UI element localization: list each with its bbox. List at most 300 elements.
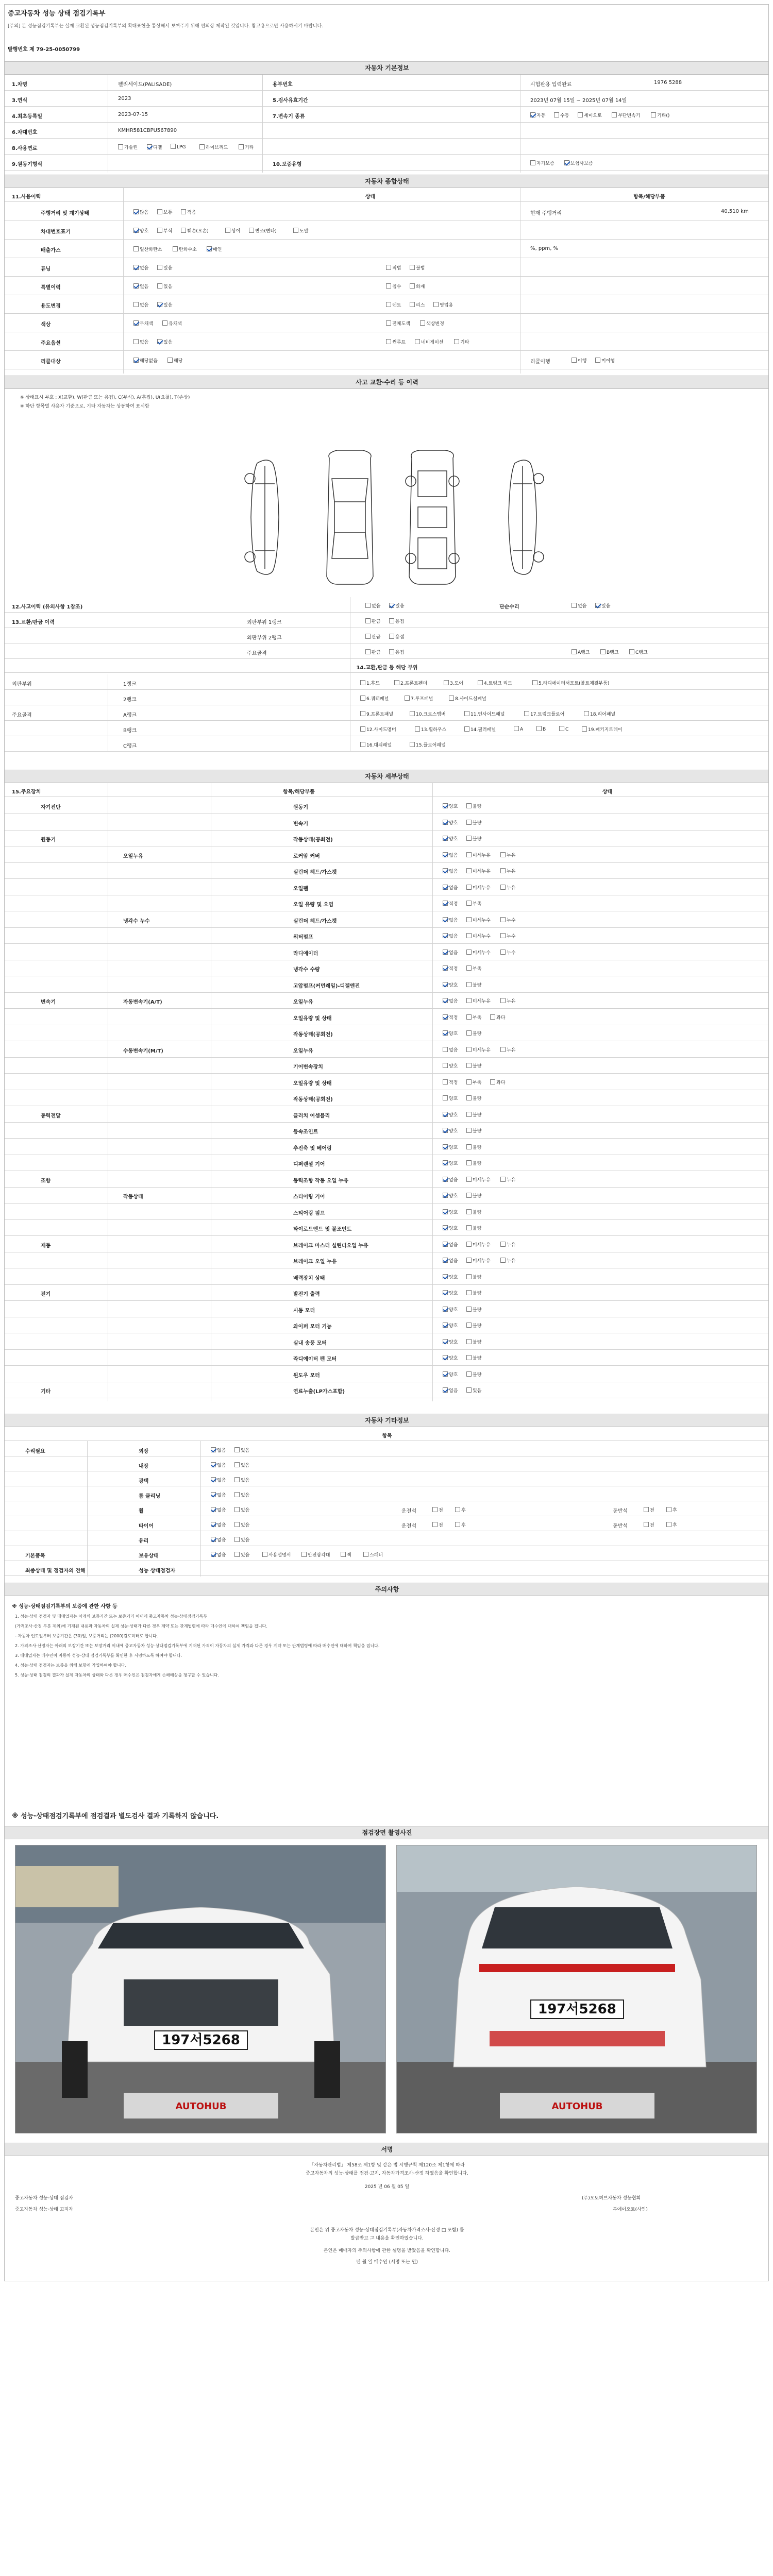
checkbox[interactable] xyxy=(466,1242,472,1247)
checkbox-option[interactable] xyxy=(234,1462,249,1468)
checkbox-option[interactable] xyxy=(410,283,425,290)
checkbox-option[interactable] xyxy=(443,1225,458,1231)
checkbox[interactable] xyxy=(466,917,472,922)
checkbox[interactable] xyxy=(490,1079,495,1084)
checkbox-option[interactable] xyxy=(365,649,380,655)
checkbox-option[interactable] xyxy=(443,1095,458,1101)
checkbox-option[interactable] xyxy=(443,819,458,826)
checkbox-option[interactable] xyxy=(500,933,515,939)
checkbox[interactable] xyxy=(443,1339,448,1344)
checkbox-option[interactable] xyxy=(211,1551,226,1558)
checkbox[interactable] xyxy=(239,144,244,149)
checkbox-option[interactable] xyxy=(455,1521,466,1528)
checkbox[interactable] xyxy=(133,358,139,363)
checkbox-option[interactable] xyxy=(443,997,458,1004)
checkbox[interactable] xyxy=(211,1492,216,1497)
checkbox[interactable] xyxy=(644,1507,649,1512)
checkbox-option[interactable] xyxy=(644,1521,654,1528)
checkbox[interactable] xyxy=(133,265,139,270)
checkbox-option[interactable] xyxy=(500,1176,515,1183)
checkbox[interactable] xyxy=(133,209,139,214)
checkbox[interactable] xyxy=(432,1522,438,1527)
checkbox[interactable] xyxy=(572,603,577,608)
checkbox[interactable] xyxy=(443,820,448,825)
checkbox[interactable] xyxy=(578,112,583,117)
checkbox-option[interactable] xyxy=(466,1290,481,1296)
checkbox[interactable] xyxy=(181,209,186,214)
checkbox[interactable] xyxy=(466,1063,472,1068)
checkbox[interactable] xyxy=(410,742,415,747)
checkbox[interactable] xyxy=(464,711,469,716)
checkbox-option[interactable] xyxy=(466,1338,481,1345)
checkbox-option[interactable] xyxy=(360,695,389,702)
checkbox[interactable] xyxy=(582,726,587,732)
checkbox-option[interactable] xyxy=(211,1447,226,1453)
checkbox-option[interactable] xyxy=(455,1506,466,1513)
checkbox-option[interactable] xyxy=(514,726,523,732)
checkbox[interactable] xyxy=(443,1225,448,1230)
checkbox-option[interactable] xyxy=(554,112,569,118)
checkbox-option[interactable] xyxy=(572,649,590,655)
checkbox-option[interactable] xyxy=(157,338,172,345)
checkbox-option[interactable] xyxy=(443,1062,458,1069)
checkbox-option[interactable] xyxy=(478,680,512,686)
checkbox-option[interactable] xyxy=(363,1551,383,1558)
checkbox-option[interactable] xyxy=(157,283,172,290)
checkbox-option[interactable] xyxy=(443,868,458,874)
checkbox-option[interactable] xyxy=(536,726,546,732)
checkbox[interactable] xyxy=(443,1095,448,1100)
checkbox[interactable] xyxy=(301,1552,307,1557)
checkbox-option[interactable] xyxy=(500,997,515,1004)
checkbox-option[interactable] xyxy=(389,602,404,609)
checkbox-option[interactable] xyxy=(389,649,404,655)
checkbox[interactable] xyxy=(234,1492,240,1497)
checkbox[interactable] xyxy=(443,1209,448,1214)
checkbox-option[interactable] xyxy=(500,1257,515,1264)
checkbox[interactable] xyxy=(405,696,410,701)
checkbox-option[interactable] xyxy=(466,1079,481,1086)
checkbox-option[interactable] xyxy=(443,917,458,923)
checkbox-option[interactable] xyxy=(386,283,401,290)
checkbox[interactable] xyxy=(466,1079,472,1084)
checkbox-option[interactable] xyxy=(443,1290,458,1296)
checkbox-option[interactable] xyxy=(466,1274,481,1280)
checkbox-option[interactable] xyxy=(443,1176,458,1183)
checkbox-option[interactable] xyxy=(443,1209,458,1215)
checkbox[interactable] xyxy=(181,228,186,233)
checkbox[interactable] xyxy=(386,320,391,326)
checkbox[interactable] xyxy=(478,680,483,685)
checkbox-option[interactable] xyxy=(532,680,609,686)
checkbox-option[interactable] xyxy=(133,283,148,290)
checkbox-option[interactable] xyxy=(572,357,586,364)
checkbox[interactable] xyxy=(466,885,472,890)
checkbox[interactable] xyxy=(147,144,152,149)
checkbox[interactable] xyxy=(133,302,139,307)
checkbox-option[interactable] xyxy=(466,1322,481,1329)
checkbox[interactable] xyxy=(211,1552,216,1557)
checkbox[interactable] xyxy=(443,1030,448,1036)
checkbox-option[interactable] xyxy=(443,1241,458,1248)
checkbox[interactable] xyxy=(500,1047,506,1052)
checkbox[interactable] xyxy=(466,1030,472,1036)
checkbox-option[interactable] xyxy=(249,227,277,234)
checkbox-option[interactable] xyxy=(433,301,453,308)
checkbox-option[interactable] xyxy=(500,884,515,891)
checkbox[interactable] xyxy=(466,1323,472,1328)
checkbox[interactable] xyxy=(466,1193,472,1198)
checkbox[interactable] xyxy=(500,933,506,938)
checkbox-option[interactable] xyxy=(443,981,458,988)
checkbox[interactable] xyxy=(449,696,454,701)
checkbox-option[interactable] xyxy=(157,264,172,271)
checkbox-option[interactable] xyxy=(443,1192,458,1199)
checkbox[interactable] xyxy=(365,634,371,639)
checkbox[interactable] xyxy=(360,726,365,732)
checkbox-option[interactable] xyxy=(443,1111,458,1118)
checkbox-option[interactable] xyxy=(466,997,491,1004)
checkbox-option[interactable] xyxy=(466,835,481,842)
checkbox[interactable] xyxy=(341,1552,346,1557)
checkbox[interactable] xyxy=(644,1522,649,1527)
checkbox[interactable] xyxy=(234,1447,240,1452)
checkbox-option[interactable] xyxy=(360,726,396,733)
checkbox-option[interactable] xyxy=(629,649,648,655)
checkbox[interactable] xyxy=(173,246,178,251)
checkbox[interactable] xyxy=(500,950,506,955)
checkbox[interactable] xyxy=(211,1477,216,1482)
checkbox-option[interactable] xyxy=(500,868,515,874)
checkbox[interactable] xyxy=(443,885,448,890)
checkbox[interactable] xyxy=(157,209,162,214)
checkbox-option[interactable] xyxy=(207,246,222,252)
checkbox-option[interactable] xyxy=(466,1111,481,1118)
checkbox[interactable] xyxy=(466,852,472,857)
checkbox-option[interactable] xyxy=(443,900,458,907)
checkbox[interactable] xyxy=(171,144,176,149)
checkbox[interactable] xyxy=(532,680,537,685)
checkbox[interactable] xyxy=(443,1323,448,1328)
checkbox[interactable] xyxy=(211,1447,216,1452)
checkbox-option[interactable] xyxy=(466,1209,481,1215)
checkbox-option[interactable] xyxy=(466,1160,481,1166)
checkbox-option[interactable] xyxy=(466,949,491,956)
checkbox[interactable] xyxy=(500,917,506,922)
checkbox-option[interactable] xyxy=(211,1462,226,1468)
checkbox[interactable] xyxy=(443,1160,448,1165)
checkbox[interactable] xyxy=(157,302,162,307)
checkbox-option[interactable] xyxy=(524,710,564,717)
checkbox-option[interactable] xyxy=(443,852,458,858)
checkbox-option[interactable] xyxy=(500,917,515,923)
checkbox[interactable] xyxy=(360,742,365,747)
checkbox-option[interactable] xyxy=(118,144,138,150)
checkbox[interactable] xyxy=(386,265,391,270)
checkbox-option[interactable] xyxy=(559,726,568,732)
checkbox-option[interactable] xyxy=(133,320,153,327)
checkbox-option[interactable] xyxy=(211,1521,226,1528)
checkbox-option[interactable] xyxy=(386,320,410,327)
checkbox[interactable] xyxy=(443,1144,448,1149)
checkbox[interactable] xyxy=(466,836,472,841)
checkbox-option[interactable] xyxy=(211,1477,226,1483)
checkbox-option[interactable] xyxy=(500,1046,515,1053)
checkbox-option[interactable] xyxy=(360,710,393,717)
checkbox-option[interactable] xyxy=(443,933,458,939)
checkbox-option[interactable] xyxy=(133,264,148,271)
checkbox-option[interactable] xyxy=(500,949,515,956)
checkbox[interactable] xyxy=(466,901,472,906)
checkbox-option[interactable] xyxy=(443,1144,458,1150)
checkbox-option[interactable] xyxy=(466,1014,481,1021)
checkbox-option[interactable] xyxy=(234,1536,249,1543)
checkbox-option[interactable] xyxy=(394,680,427,686)
checkbox-option[interactable] xyxy=(341,1551,351,1558)
checkbox[interactable] xyxy=(500,998,506,1003)
checkbox[interactable] xyxy=(365,649,371,654)
checkbox-option[interactable] xyxy=(360,680,380,686)
checkbox[interactable] xyxy=(466,1371,472,1377)
checkbox-option[interactable] xyxy=(389,633,404,640)
checkbox-option[interactable] xyxy=(199,144,228,150)
checkbox[interactable] xyxy=(443,1371,448,1377)
checkbox-option[interactable] xyxy=(133,246,162,252)
checkbox-option[interactable] xyxy=(365,618,380,624)
checkbox[interactable] xyxy=(466,1225,472,1230)
checkbox[interactable] xyxy=(500,1242,506,1247)
checkbox[interactable] xyxy=(444,680,449,685)
checkbox-option[interactable] xyxy=(466,917,491,923)
checkbox[interactable] xyxy=(595,358,600,363)
checkbox[interactable] xyxy=(133,228,139,233)
checkbox-option[interactable] xyxy=(443,1274,458,1280)
checkbox[interactable] xyxy=(500,1177,506,1182)
checkbox-option[interactable] xyxy=(432,1521,443,1528)
checkbox-option[interactable] xyxy=(666,1521,677,1528)
checkbox[interactable] xyxy=(490,1014,495,1020)
checkbox-option[interactable] xyxy=(443,1046,458,1053)
checkbox[interactable] xyxy=(443,933,448,938)
checkbox[interactable] xyxy=(514,726,519,731)
checkbox-option[interactable] xyxy=(582,726,622,733)
checkbox[interactable] xyxy=(207,246,212,251)
checkbox[interactable] xyxy=(162,320,167,326)
checkbox[interactable] xyxy=(394,680,399,685)
checkbox-option[interactable] xyxy=(443,1257,458,1264)
checkbox-option[interactable] xyxy=(466,1176,491,1183)
checkbox[interactable] xyxy=(443,998,448,1003)
checkbox-option[interactable] xyxy=(443,1160,458,1166)
checkbox-option[interactable] xyxy=(466,1354,481,1361)
checkbox[interactable] xyxy=(443,950,448,955)
checkbox[interactable] xyxy=(466,1095,472,1100)
checkbox[interactable] xyxy=(443,901,448,906)
checkbox-option[interactable] xyxy=(162,320,182,327)
checkbox[interactable] xyxy=(466,1014,472,1020)
checkbox-option[interactable] xyxy=(211,1492,226,1498)
checkbox-option[interactable] xyxy=(466,1046,491,1053)
checkbox-option[interactable] xyxy=(595,602,610,609)
checkbox-option[interactable] xyxy=(466,1225,481,1231)
checkbox-option[interactable] xyxy=(466,1144,481,1150)
checkbox-option[interactable] xyxy=(466,1062,481,1069)
checkbox[interactable] xyxy=(443,1047,448,1052)
checkbox-option[interactable] xyxy=(466,981,481,988)
checkbox-option[interactable] xyxy=(490,1014,505,1021)
checkbox-option[interactable] xyxy=(449,695,486,702)
checkbox-option[interactable] xyxy=(410,710,446,717)
checkbox[interactable] xyxy=(386,339,391,344)
checkbox-option[interactable] xyxy=(234,1506,249,1513)
checkbox[interactable] xyxy=(293,228,298,233)
checkbox-option[interactable] xyxy=(443,1306,458,1313)
checkbox[interactable] xyxy=(466,1112,472,1117)
checkbox[interactable] xyxy=(249,228,254,233)
checkbox-option[interactable] xyxy=(466,1095,481,1101)
checkbox-option[interactable] xyxy=(572,602,586,609)
checkbox[interactable] xyxy=(410,711,415,716)
checkbox[interactable] xyxy=(466,1144,472,1149)
checkbox[interactable] xyxy=(211,1462,216,1467)
checkbox[interactable] xyxy=(360,696,365,701)
checkbox[interactable] xyxy=(466,1160,472,1165)
checkbox-option[interactable] xyxy=(443,1387,458,1394)
checkbox-option[interactable] xyxy=(133,209,148,215)
checkbox-option[interactable] xyxy=(464,726,496,733)
checkbox-option[interactable] xyxy=(666,1506,677,1513)
checkbox-option[interactable] xyxy=(454,338,469,345)
checkbox-option[interactable] xyxy=(443,1030,458,1037)
checkbox-option[interactable] xyxy=(466,884,491,891)
checkbox[interactable] xyxy=(443,965,448,971)
checkbox[interactable] xyxy=(415,339,420,344)
buyer-sign-line[interactable]: 년 월 일 매수인 (서명 또는 인) xyxy=(356,2260,418,2265)
checkbox[interactable] xyxy=(443,1242,448,1247)
checkbox-option[interactable] xyxy=(410,301,425,308)
checkbox[interactable] xyxy=(466,1128,472,1133)
checkbox-option[interactable] xyxy=(644,1506,654,1513)
checkbox[interactable] xyxy=(466,1387,472,1393)
checkbox-option[interactable] xyxy=(444,680,463,686)
checkbox-option[interactable] xyxy=(386,338,406,345)
checkbox[interactable] xyxy=(443,852,448,857)
checkbox[interactable] xyxy=(420,320,425,326)
checkbox[interactable] xyxy=(262,1552,267,1557)
checkbox[interactable] xyxy=(572,358,577,363)
checkbox-option[interactable] xyxy=(443,1338,458,1345)
checkbox-option[interactable] xyxy=(365,602,380,609)
checkbox-option[interactable] xyxy=(133,227,148,234)
checkbox[interactable] xyxy=(466,1307,472,1312)
checkbox-option[interactable] xyxy=(443,835,458,842)
checkbox[interactable] xyxy=(389,618,394,623)
checkbox[interactable] xyxy=(600,649,606,654)
checkbox-option[interactable] xyxy=(443,1127,458,1134)
checkbox[interactable] xyxy=(157,265,162,270)
checkbox-option[interactable] xyxy=(157,209,172,215)
checkbox[interactable] xyxy=(386,302,391,307)
checkbox[interactable] xyxy=(564,160,569,165)
checkbox[interactable] xyxy=(466,1209,472,1214)
checkbox-option[interactable] xyxy=(584,710,615,717)
checkbox[interactable] xyxy=(466,933,472,938)
checkbox-option[interactable] xyxy=(157,227,172,234)
checkbox[interactable] xyxy=(443,1063,448,1068)
checkbox-option[interactable] xyxy=(415,338,443,345)
checkbox-option[interactable] xyxy=(234,1477,249,1483)
checkbox-option[interactable] xyxy=(466,965,481,972)
checkbox-option[interactable] xyxy=(466,803,481,809)
checkbox-option[interactable] xyxy=(466,868,491,874)
checkbox[interactable] xyxy=(386,283,391,289)
checkbox[interactable] xyxy=(464,726,469,732)
checkbox-option[interactable] xyxy=(147,144,162,150)
checkbox-option[interactable] xyxy=(500,1241,515,1248)
checkbox[interactable] xyxy=(443,1128,448,1133)
checkbox-option[interactable] xyxy=(443,949,458,956)
checkbox-option[interactable] xyxy=(564,160,593,166)
checkbox-option[interactable] xyxy=(466,933,491,939)
checkbox[interactable] xyxy=(211,1522,216,1527)
checkbox[interactable] xyxy=(651,112,656,117)
checkbox[interactable] xyxy=(443,1079,448,1084)
checkbox-option[interactable] xyxy=(133,338,148,345)
checkbox-option[interactable] xyxy=(133,357,158,364)
checkbox[interactable] xyxy=(443,917,448,922)
checkbox-option[interactable] xyxy=(389,618,404,624)
checkbox-option[interactable] xyxy=(466,1127,481,1134)
checkbox-option[interactable] xyxy=(443,1354,458,1361)
checkbox[interactable] xyxy=(365,603,371,608)
checkbox-option[interactable] xyxy=(181,209,196,215)
checkbox[interactable] xyxy=(500,1258,506,1263)
checkbox[interactable] xyxy=(612,112,617,117)
checkbox[interactable] xyxy=(234,1522,240,1527)
checkbox-option[interactable] xyxy=(167,357,182,364)
checkbox[interactable] xyxy=(466,1290,472,1295)
checkbox[interactable] xyxy=(443,982,448,987)
checkbox[interactable] xyxy=(167,358,173,363)
checkbox-option[interactable] xyxy=(443,965,458,972)
checkbox-option[interactable] xyxy=(466,1192,481,1199)
checkbox[interactable] xyxy=(443,836,448,841)
checkbox[interactable] xyxy=(466,820,472,825)
checkbox[interactable] xyxy=(524,711,529,716)
checkbox[interactable] xyxy=(389,603,394,608)
checkbox[interactable] xyxy=(133,246,139,251)
checkbox-option[interactable] xyxy=(405,695,433,702)
checkbox[interactable] xyxy=(443,1307,448,1312)
checkbox[interactable] xyxy=(466,1047,472,1052)
checkbox-option[interactable] xyxy=(600,649,619,655)
checkbox[interactable] xyxy=(466,1355,472,1360)
checkbox[interactable] xyxy=(225,228,230,233)
checkbox[interactable] xyxy=(133,283,139,289)
checkbox-option[interactable] xyxy=(466,1371,481,1378)
checkbox-option[interactable] xyxy=(443,884,458,891)
checkbox-option[interactable] xyxy=(443,1371,458,1378)
checkbox-option[interactable] xyxy=(234,1447,249,1453)
checkbox-option[interactable] xyxy=(211,1506,226,1513)
checkbox[interactable] xyxy=(466,803,472,808)
checkbox[interactable] xyxy=(118,144,123,149)
checkbox[interactable] xyxy=(234,1462,240,1467)
checkbox[interactable] xyxy=(666,1507,671,1512)
checkbox[interactable] xyxy=(157,339,162,344)
checkbox-option[interactable] xyxy=(443,1079,458,1086)
checkbox-option[interactable] xyxy=(239,144,254,150)
